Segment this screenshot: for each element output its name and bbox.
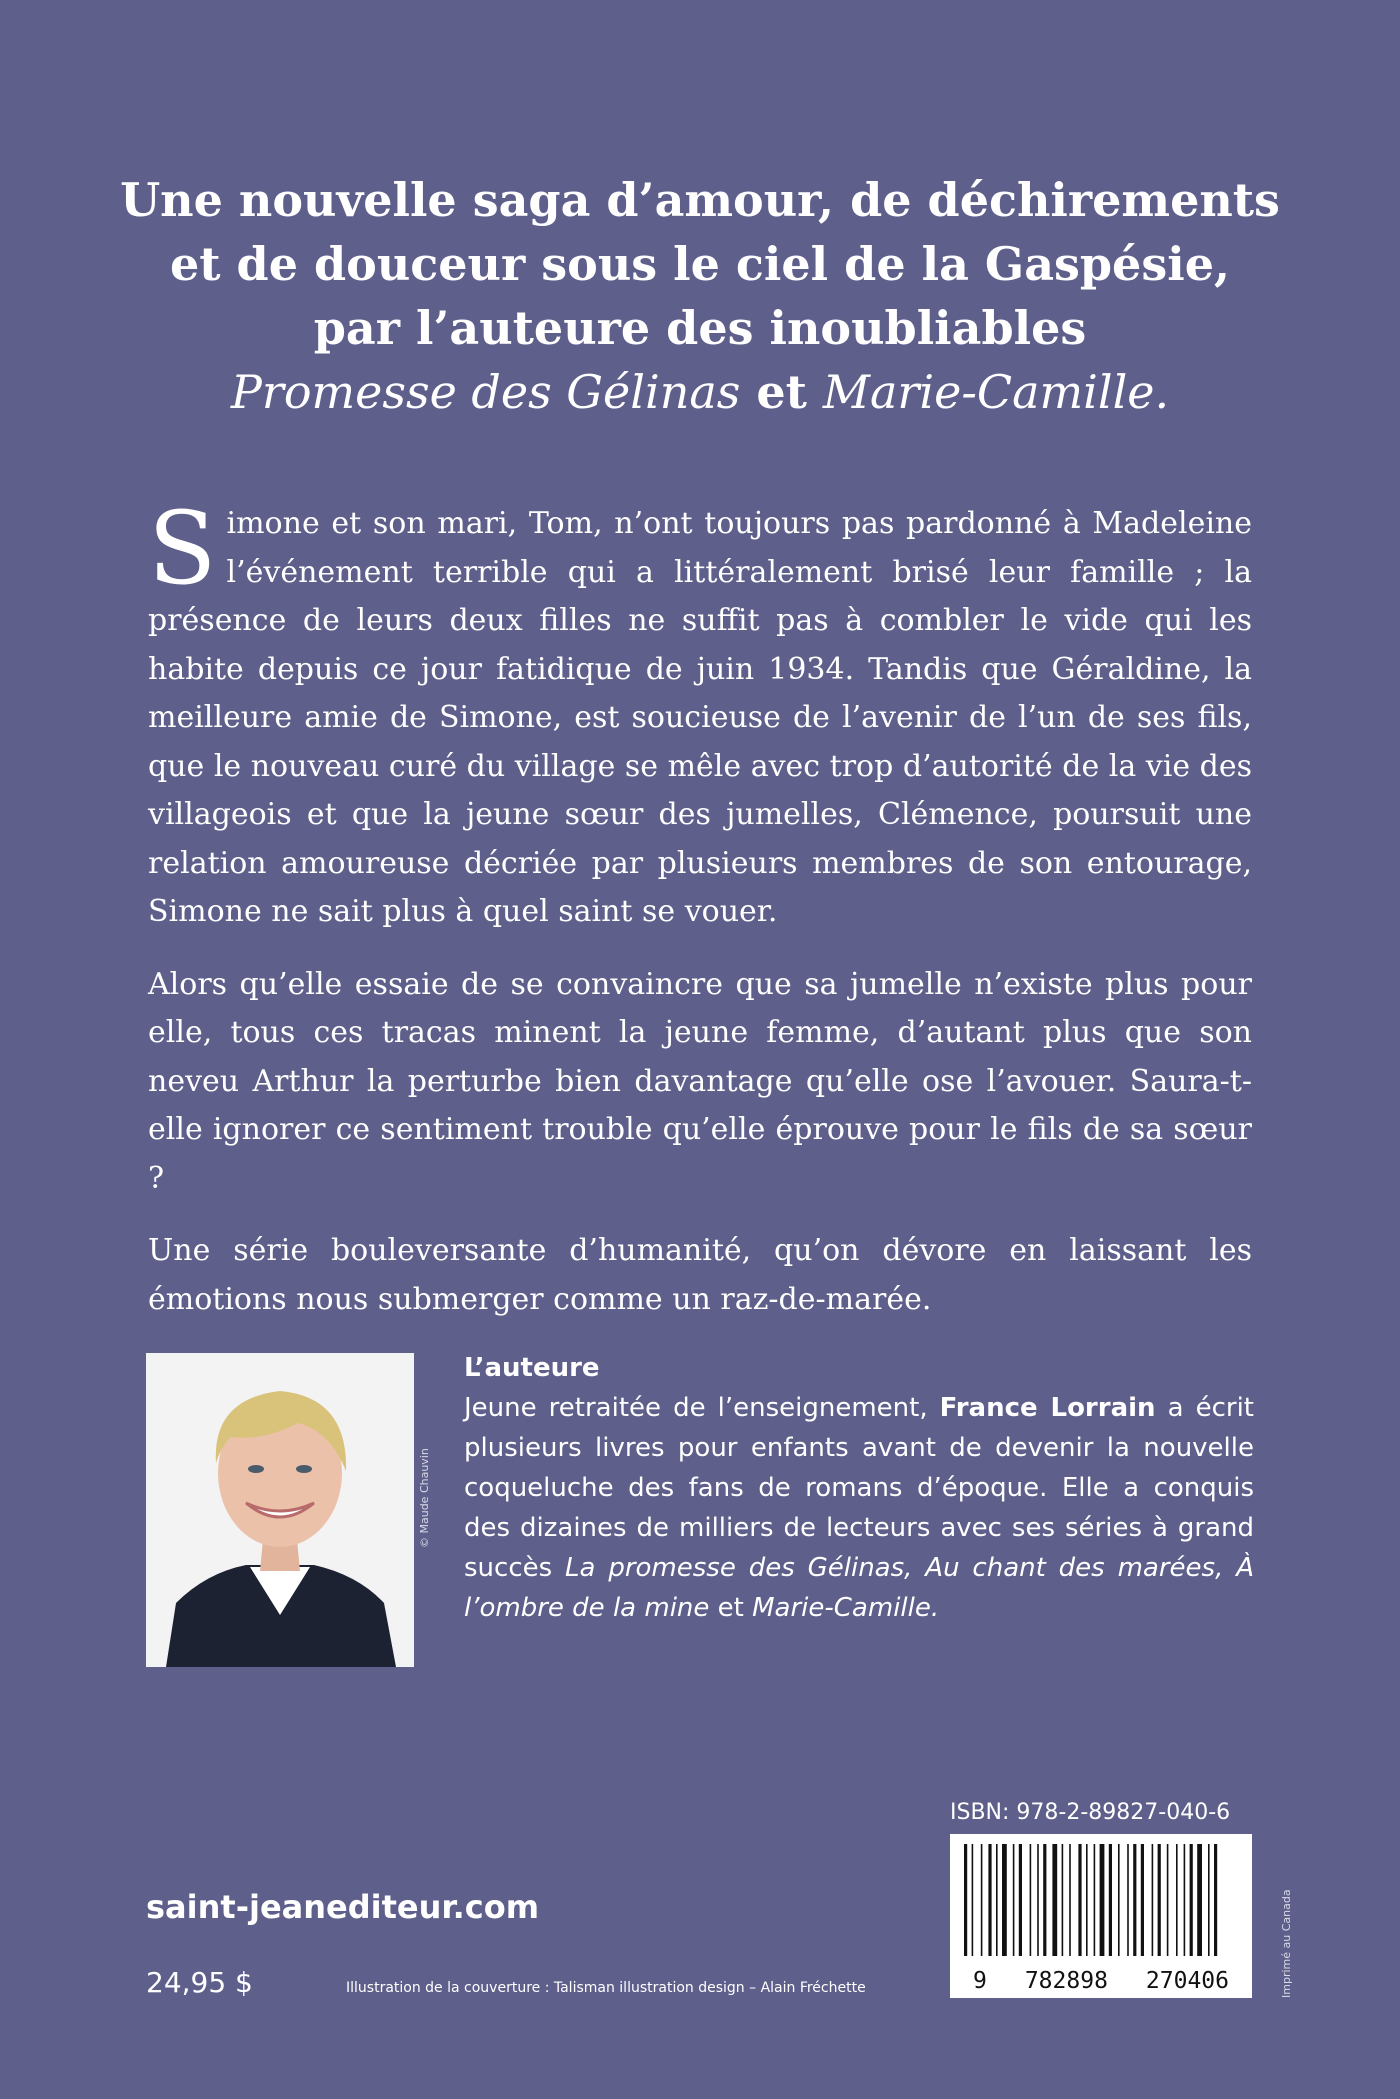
barcode-bar (1037, 1844, 1039, 1956)
barcode (950, 1834, 1252, 1998)
publisher-website: saint-jeanediteur.com (146, 1888, 540, 1926)
author-series-1: La promesse des Gélinas, Au chant des marées, À l’ombre de la mine (464, 1553, 1254, 1623)
barcode-bar (1184, 1844, 1186, 1956)
synopsis-paragraph-1-text: imone et son mari, Tom, n’ont toujours pas pardonné à Madeleine l’événement terrible qui a littéralement brisé leur famille ; la présence de leurs deux filles ne suffit pas à combler le vide qui les habite depuis ce jour fatidique de juin 1934. Tandis que Géraldine, la meilleure amie de Simone, est soucieuse de l’avenir de l’un de ses fils, que le nouveau curé du village se mêle avec trop d’autorité de la vie des villageois et que la jeune sœur des jumelles, Clémence, poursuit une relation amoureuse décriée par plusieurs membres de son entourage, Simone ne sait plus à quel saint se vouer. (148, 506, 1252, 929)
author-bio-part-1: Jeune retraitée de l’enseignement, (464, 1393, 940, 1423)
printed-in-canada: Imprimé au Canada (1280, 1889, 1293, 1998)
barcode-bar (1208, 1844, 1210, 1956)
tagline-title-1: Promesse des Gélinas (230, 365, 741, 419)
author-bio (464, 1348, 1254, 1628)
barcode-bar (1118, 1844, 1120, 1956)
author-photo (146, 1353, 414, 1667)
price: 24,95 $ (146, 1966, 253, 1999)
author-portrait-image (146, 1353, 414, 1667)
barcode-bar (1127, 1844, 1129, 1956)
barcode-bar (1109, 1844, 1112, 1956)
barcode-bar (1019, 1844, 1022, 1956)
barcode-bar (1158, 1844, 1161, 1956)
synopsis (148, 490, 1252, 1348)
barcode-bar (996, 1844, 998, 1956)
synopsis-paragraph-2: Alors qu’elle essaie de se convaincre que sa jumelle n’existe plus pour elle, tous ces tracas minent la jeune femme, d’autant plus que son neveu Arthur la perturbe bien davantage qu’elle ose l’avouer. Saura-t-elle ignorer ce sentiment trouble qu’elle éprouve pour le fils de sa sœur ? (148, 966, 1252, 1196)
author-bio-text (464, 1388, 1254, 1628)
tagline-conj: et (740, 365, 823, 419)
barcode-bar (1043, 1844, 1046, 1956)
barcode-digit-group-1: 9 (972, 1968, 987, 1994)
barcode-digit-group-3: 270406 (1145, 1968, 1229, 1994)
barcode-bar (972, 1844, 974, 1956)
barcode-bar (1197, 1844, 1202, 1956)
barcode-bar (1086, 1844, 1088, 1956)
barcode-bar (1214, 1844, 1217, 1956)
tagline-line-3: par l’auteure des inoubliables (313, 301, 1087, 355)
tagline (120, 168, 1280, 424)
barcode-digit-group-2: 782898 (1024, 1968, 1108, 1994)
barcode-bar (1094, 1844, 1096, 1956)
barcode-bars (950, 1834, 1252, 1964)
tagline-line-4 (120, 360, 1280, 424)
tagline-line-1: Une nouvelle saga d’amour, de déchirements (120, 173, 1280, 227)
barcode-bar (964, 1844, 967, 1956)
barcode-bar (1013, 1844, 1015, 1956)
barcode-bar (1100, 1844, 1105, 1956)
barcode-bar (1002, 1844, 1007, 1956)
barcode-bar (1176, 1844, 1178, 1956)
barcode-bar (1052, 1844, 1057, 1956)
barcode-bar (1069, 1844, 1071, 1956)
tagline-line-2: et de douceur sous le ciel de la Gaspésie, (170, 237, 1230, 291)
barcode-bar (981, 1844, 983, 1956)
barcode-bar (1030, 1844, 1032, 1956)
author-heading: L’auteure (464, 1353, 600, 1383)
author-bio-part-2: a écrit plusieurs livres pour enfants avant de devenir la nouvelle coqueluche des fans de romans d’époque. Elle a conquis des dizaines de milliers de lecteurs avec ses séries à grand succès (464, 1393, 1254, 1583)
barcode-bar (1062, 1844, 1064, 1956)
illustration-credit: Illustration de la couverture : Talisman illustration design – Alain Fréchette (346, 1980, 866, 1996)
barcode-bar (988, 1844, 991, 1956)
synopsis-paragraph-1 (148, 490, 1252, 937)
barcode-bar (1078, 1844, 1081, 1956)
drop-cap: S (148, 490, 217, 607)
barcode-digits (950, 1968, 1252, 1994)
author-bio-part-3: et (709, 1593, 753, 1623)
barcode-bar (1190, 1844, 1193, 1956)
synopsis-paragraph-3: Une série bouleversante d’humanité, qu’on dévore en laissant les émotions nous submerger comme un raz-de-marée. (148, 1233, 1252, 1317)
author-name: France Lorrain (939, 1393, 1156, 1423)
barcode-bar (1152, 1844, 1154, 1956)
barcode-bar (1141, 1844, 1144, 1956)
barcode-bar (1133, 1844, 1136, 1956)
photo-credit: © Maude Chauvin (418, 1448, 431, 1548)
isbn: ISBN: 978-2-89827-040-6 (950, 1800, 1231, 1825)
barcode-bar (1167, 1844, 1169, 1956)
tagline-end: . (1154, 365, 1170, 419)
author-series-2: Marie-Camille. (752, 1593, 940, 1623)
tagline-title-2: Marie-Camille (822, 365, 1155, 419)
